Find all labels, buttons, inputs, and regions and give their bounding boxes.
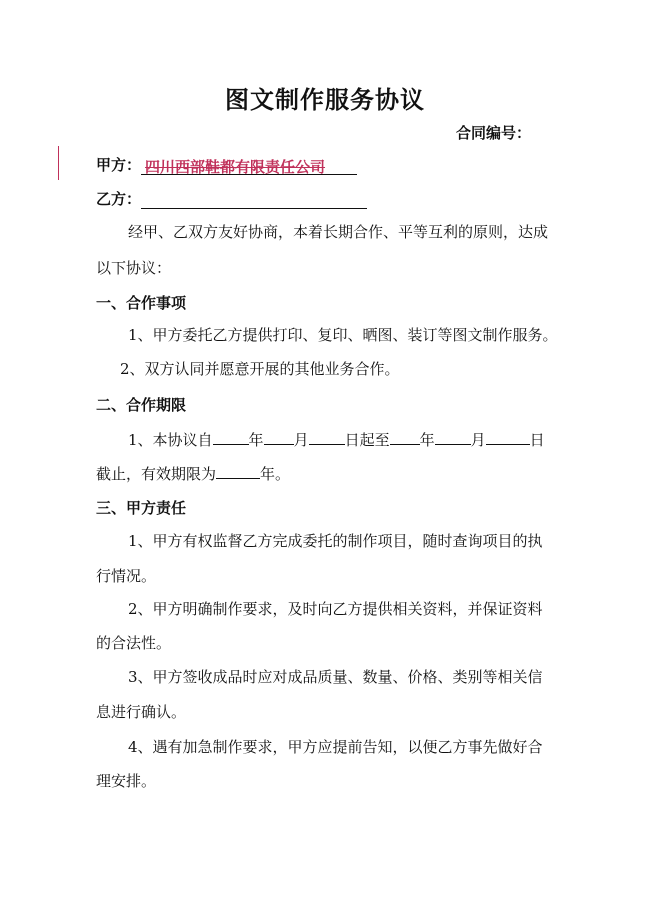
term-prefix: 1、本协议自: [128, 431, 213, 449]
section-3-item-4-line-2: 理安排。: [96, 772, 157, 790]
revision-mark: [58, 146, 59, 180]
year-unit: 年: [248, 431, 264, 449]
contract-number-label: 合同编号：: [456, 124, 532, 142]
party-b-label: 乙方：: [96, 190, 142, 208]
party-a-line: [96, 154, 357, 175]
section-1-heading: 一、合作事项: [96, 294, 187, 312]
end-day-field[interactable]: [486, 428, 530, 445]
section-3-item-1-line-2: 行情况。: [96, 567, 157, 585]
section-1-item-1: 1、甲方委托乙方提供打印、复印、晒图、装订等图文制作服务。: [128, 326, 558, 344]
section-3-item-1-line-1: 1、甲方有权监督乙方完成委托的制作项目，随时查询项目的执: [128, 532, 543, 550]
end-month-unit: 月: [470, 431, 486, 449]
month-unit: 月: [293, 431, 309, 449]
end-year-unit: 年: [419, 431, 435, 449]
validity-years-field[interactable]: [216, 462, 260, 479]
section-3-item-4-line-1: 4、遇有加急制作要求，甲方应提前告知，以便乙方事先做好合: [128, 738, 543, 756]
start-month-field[interactable]: [264, 428, 294, 445]
party-a-label: 甲方：: [96, 156, 142, 174]
section-2-item-1-line-2: [96, 462, 290, 484]
intro-line-2: 以下协议：: [96, 259, 172, 277]
section-2-item-1-line-1: [128, 428, 545, 450]
day-to-label: 日起至: [344, 431, 390, 449]
section-3-item-3-line-2: 息进行确认。: [96, 703, 187, 721]
end-month-field[interactable]: [435, 428, 471, 445]
section-3-item-2-line-1: 2、甲方明确制作要求，及时向乙方提供相关资料，并保证资料: [128, 600, 543, 618]
validity-label: 截止，有效期限为: [96, 465, 217, 483]
party-b-field[interactable]: [141, 190, 367, 209]
section-3-item-2-line-2: 的合法性。: [96, 634, 172, 652]
page-title: 图文制作服务协议: [225, 86, 425, 114]
end-year-field[interactable]: [390, 428, 420, 445]
section-2-heading: 二、合作期限: [96, 396, 187, 414]
day-unit: 日: [529, 431, 545, 449]
party-b-line: [96, 188, 367, 209]
validity-suffix: 年。: [260, 465, 291, 483]
section-3-item-3-line-1: 3、甲方签收成品时应对成品质量、数量、价格、类别等相关信: [128, 668, 543, 686]
start-year-field[interactable]: [213, 428, 249, 445]
intro-line-1: 经甲、乙双方友好协商，本着长期合作、平等互利的原则，达成: [128, 223, 549, 241]
party-a-field[interactable]: [141, 156, 357, 175]
start-day-field[interactable]: [309, 428, 345, 445]
section-3-heading: 三、甲方责任: [96, 499, 187, 517]
section-1-item-2: 2、双方认同并愿意开展的其他业务合作。: [120, 360, 400, 378]
party-a-name: 四川西部鞋都有限责任公司: [145, 158, 326, 176]
